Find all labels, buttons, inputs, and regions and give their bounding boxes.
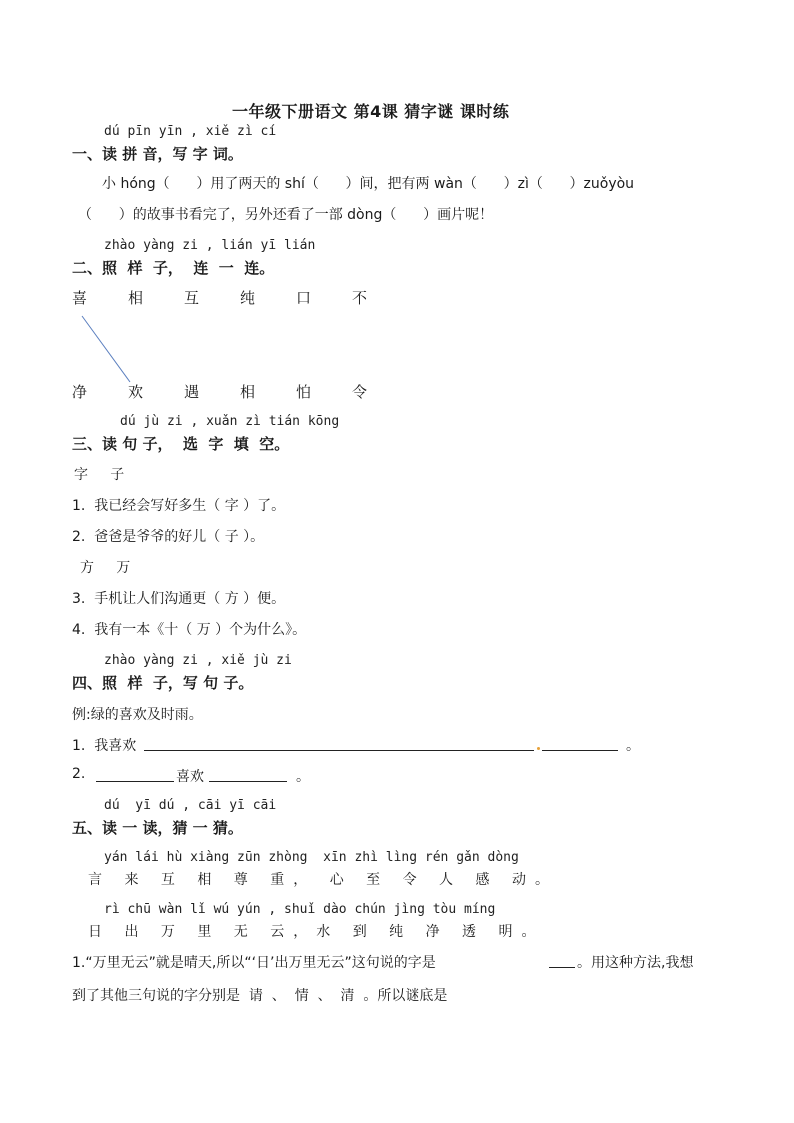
section3-heading: 三、读 句 子， 选 字 填 空。 [72, 435, 290, 453]
sentence2-middle: 喜欢 [176, 769, 204, 785]
bottom-word[interactable]: 怕 [296, 383, 312, 401]
poem-line1-pinyin: yán lái hù xiàng zūn zhòng xīn zhì lìng rén gǎn dòng [104, 850, 519, 865]
riddle-answer-blank[interactable] [549, 967, 575, 968]
section4-pinyin: zhào yàng zi , xiě jù zi [104, 653, 292, 668]
poem-line2-pinyin: rì chū wàn lǐ wú yún , shuǐ dào chún jìng tòu míng [104, 902, 496, 917]
riddle-question-part2: 。用这种方法,我想 [577, 955, 694, 971]
section2-heading: 二、照 样 子， 连 一 连。 [72, 259, 275, 277]
sentence2-prefix: 2. [72, 766, 86, 782]
top-word[interactable]: 纯 [240, 289, 256, 307]
section1-line1: 小 hóng（ ）用了两天的 shí（ ）间，把有两 wàn（ ）zì（ ）zuǒyòu [102, 176, 635, 192]
bottom-word[interactable]: 欢 [128, 383, 144, 401]
sentence2-period: 。 [296, 769, 310, 785]
section2-pinyin: zhào yàng zi , lián yī lián [104, 238, 316, 253]
section3-pinyin: dú jù zi , xuǎn zì tián kōng [120, 414, 340, 429]
section3-question-2: 2. 爸爸是爷爷的好儿（ 子 ）。 [72, 529, 265, 545]
format-mark-dot [537, 747, 540, 750]
riddle-question-part1: 1.“万里无云”就是晴天,所以“‘日’出万里无云”这句说的字是 [72, 955, 436, 971]
sentence2-blank-2[interactable] [209, 781, 287, 782]
section3-question-3: 3. 手机让人们沟通更（ 方 ）便。 [72, 591, 286, 607]
bottom-word[interactable]: 遇 [184, 383, 200, 401]
riddle-question-part3: 到了其他三句说的字分别是 请 、 情 、 清 。所以谜底是 [72, 988, 448, 1004]
poem-line1: 言 来 互 相 尊 重， 心 至 令 人 感 动。 [88, 872, 558, 888]
bottom-word[interactable]: 相 [240, 383, 256, 401]
top-word[interactable]: 互 [184, 289, 200, 307]
section4-example: 例:绿的喜欢及时雨。 [72, 707, 203, 723]
top-word[interactable]: 口 [296, 289, 312, 307]
section1-line2: （ ）的故事书看完了，另外还看了一部 dòng（ ）画片呢！ [78, 207, 494, 223]
section3-options-2: 方 万 [80, 560, 131, 576]
poem-line2: 日 出 万 里 无 云，水 到 纯 净 透 明。 [88, 924, 545, 940]
section5-heading: 五、读 一 读，猜 一 猜。 [72, 819, 243, 837]
top-word[interactable]: 相 [128, 289, 144, 307]
sentence1-prefix: 1. 我喜欢 [72, 738, 137, 754]
section1-heading: 一、读 拼 音，写 字 词。 [72, 145, 243, 163]
top-word[interactable]: 不 [352, 289, 368, 307]
sentence1-period: 。 [626, 738, 640, 754]
bottom-word[interactable]: 净 [72, 383, 88, 401]
page-title: 一年级下册语文 第4课 猜字谜 课时练 [232, 102, 510, 121]
sentence1-blank-short[interactable] [542, 750, 618, 751]
example-connector-line [82, 316, 130, 382]
sentence2-blank-1[interactable] [96, 781, 174, 782]
bottom-word[interactable]: 令 [352, 383, 368, 401]
top-word[interactable]: 喜 [72, 289, 88, 307]
section3-question-4: 4. 我有一本《十（ 万 ）个为什么》。 [72, 622, 307, 638]
section3-options-1: 字 子 [74, 467, 125, 483]
section1-pinyin: dú pīn yīn , xiě zì cí [104, 124, 277, 139]
section5-pinyin: dú yī dú , cāi yī cāi [104, 798, 277, 813]
section3-question-1: 1. 我已经会写好多生（ 字 ）了。 [72, 498, 286, 514]
sentence1-blank-long[interactable] [144, 750, 534, 751]
section4-heading: 四、照 样 子，写 句 子。 [72, 674, 254, 692]
